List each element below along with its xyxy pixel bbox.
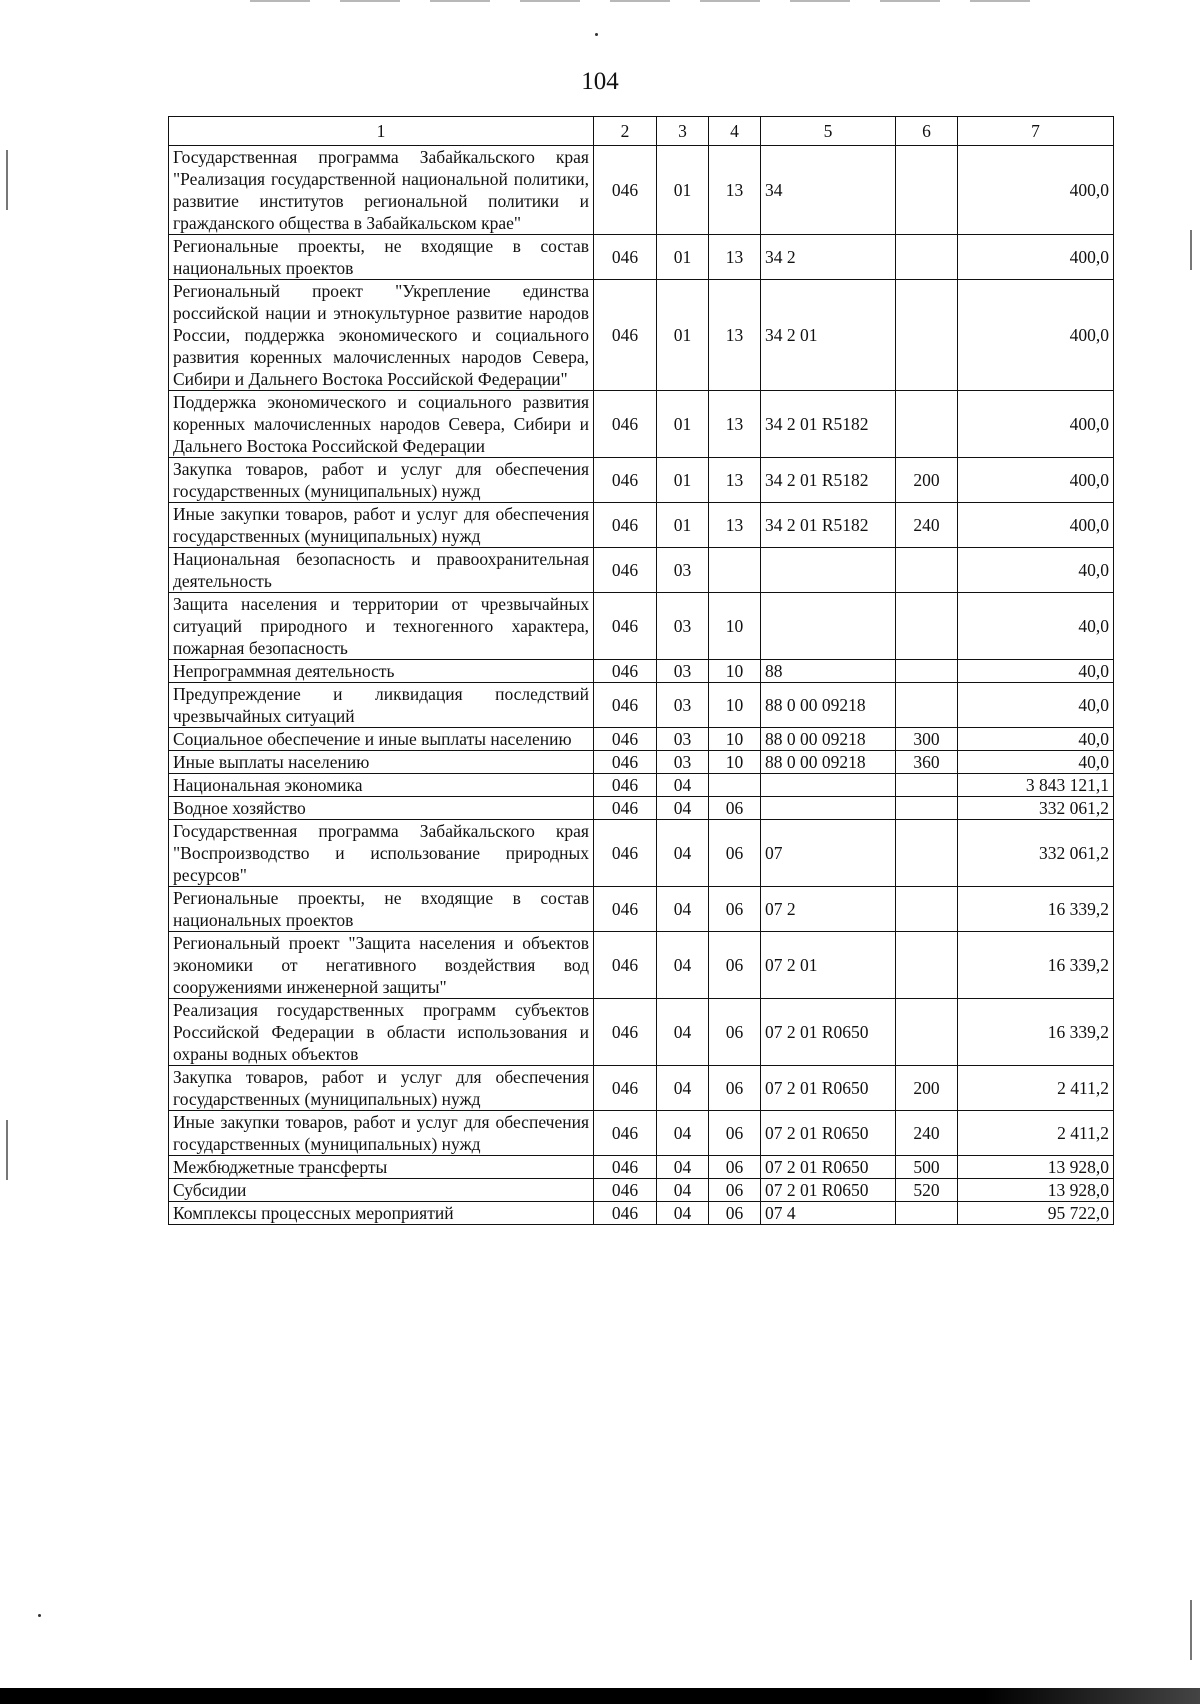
cell-subsection: 13 bbox=[709, 458, 761, 503]
cell-target-article: 34 2 01 R5182 bbox=[761, 503, 896, 548]
table-row bbox=[169, 728, 1114, 751]
table-row bbox=[169, 774, 1114, 797]
scan-speck bbox=[595, 33, 598, 36]
row-name-cell: Поддержка экономического и социального развития коренных малочисленных народов Севера, Сибири и Дальнего Востока Российской Федерации bbox=[169, 391, 594, 458]
cell-amount: 95 722,0 bbox=[958, 1202, 1114, 1225]
column-header: 4 bbox=[709, 117, 761, 146]
cell-subsection: 06 bbox=[709, 1111, 761, 1156]
cell-subsection: 13 bbox=[709, 235, 761, 280]
cell-section: 01 bbox=[657, 458, 709, 503]
cell-expense-type bbox=[896, 280, 958, 391]
cell-amount: 40,0 bbox=[958, 593, 1114, 660]
row-name-cell: Национальная безопасность и правоохранительная деятельность bbox=[169, 548, 594, 593]
row-name-cell: Иные закупки товаров, работ и услуг для обеспечения государственных (муниципальных) нужд bbox=[169, 503, 594, 548]
row-name-cell: Водное хозяйство bbox=[169, 797, 594, 820]
table-row bbox=[169, 1156, 1114, 1179]
cell-section: 01 bbox=[657, 391, 709, 458]
table-row bbox=[169, 751, 1114, 774]
cell-target-article: 88 0 00 09218 bbox=[761, 728, 896, 751]
cell-ministry-code: 046 bbox=[594, 999, 657, 1066]
cell-section: 04 bbox=[657, 999, 709, 1066]
row-name-cell: Иные закупки товаров, работ и услуг для обеспечения государственных (муниципальных) нужд bbox=[169, 1111, 594, 1156]
cell-ministry-code: 046 bbox=[594, 503, 657, 548]
row-name-cell: Закупка товаров, работ и услуг для обеспечения государственных (муниципальных) нужд bbox=[169, 1066, 594, 1111]
cell-section: 03 bbox=[657, 683, 709, 728]
cell-section: 04 bbox=[657, 1111, 709, 1156]
cell-target-article: 07 2 bbox=[761, 887, 896, 932]
row-name-cell: Межбюджетные трансферты bbox=[169, 1156, 594, 1179]
table-row bbox=[169, 820, 1114, 887]
column-header: 7 bbox=[958, 117, 1114, 146]
cell-subsection: 06 bbox=[709, 1156, 761, 1179]
column-header: 2 bbox=[594, 117, 657, 146]
cell-subsection: 10 bbox=[709, 660, 761, 683]
cell-ministry-code: 046 bbox=[594, 548, 657, 593]
row-name-cell: Национальная экономика bbox=[169, 774, 594, 797]
cell-expense-type bbox=[896, 235, 958, 280]
column-header: 3 bbox=[657, 117, 709, 146]
cell-section: 04 bbox=[657, 797, 709, 820]
cell-expense-type bbox=[896, 660, 958, 683]
table-row bbox=[169, 1111, 1114, 1156]
cell-amount: 40,0 bbox=[958, 683, 1114, 728]
column-header: 5 bbox=[761, 117, 896, 146]
cell-ministry-code: 046 bbox=[594, 1066, 657, 1111]
table-row bbox=[169, 932, 1114, 999]
cell-target-article: 88 0 00 09218 bbox=[761, 683, 896, 728]
cell-expense-type: 300 bbox=[896, 728, 958, 751]
cell-target-article: 88 0 00 09218 bbox=[761, 751, 896, 774]
row-name-cell: Региональные проекты, не входящие в состав национальных проектов bbox=[169, 887, 594, 932]
cell-section: 01 bbox=[657, 235, 709, 280]
scan-edge-mark bbox=[1190, 230, 1192, 270]
table-row bbox=[169, 548, 1114, 593]
cell-amount: 400,0 bbox=[958, 280, 1114, 391]
table-row bbox=[169, 235, 1114, 280]
cell-expense-type bbox=[896, 999, 958, 1066]
cell-ministry-code: 046 bbox=[594, 458, 657, 503]
cell-target-article: 34 2 01 R5182 bbox=[761, 458, 896, 503]
cell-target-article: 88 bbox=[761, 660, 896, 683]
cell-section: 03 bbox=[657, 751, 709, 774]
cell-ministry-code: 046 bbox=[594, 660, 657, 683]
cell-target-article: 07 2 01 R0650 bbox=[761, 999, 896, 1066]
table-row bbox=[169, 683, 1114, 728]
cell-amount: 16 339,2 bbox=[958, 887, 1114, 932]
cell-expense-type bbox=[896, 683, 958, 728]
cell-subsection: 06 bbox=[709, 820, 761, 887]
cell-subsection: 13 bbox=[709, 280, 761, 391]
cell-expense-type bbox=[896, 593, 958, 660]
table-row bbox=[169, 1179, 1114, 1202]
table-row bbox=[169, 797, 1114, 820]
cell-amount: 40,0 bbox=[958, 548, 1114, 593]
cell-subsection: 13 bbox=[709, 146, 761, 235]
cell-subsection: 06 bbox=[709, 1202, 761, 1225]
row-name-cell: Защита населения и территории от чрезвычайных ситуаций природного и техногенного характера, пожарная безопасность bbox=[169, 593, 594, 660]
cell-expense-type: 500 bbox=[896, 1156, 958, 1179]
cell-target-article: 07 2 01 R0650 bbox=[761, 1156, 896, 1179]
cell-subsection: 13 bbox=[709, 391, 761, 458]
row-name-cell: Государственная программа Забайкальского края "Реализация государственной национальной политики, развитие институтов региональной политики и гражданского общества в Забайкальском крае" bbox=[169, 146, 594, 235]
cell-amount: 2 411,2 bbox=[958, 1111, 1114, 1156]
cell-amount: 400,0 bbox=[958, 458, 1114, 503]
row-name-cell: Предупреждение и ликвидация последствий чрезвычайных ситуаций bbox=[169, 683, 594, 728]
cell-amount: 40,0 bbox=[958, 751, 1114, 774]
cell-amount: 2 411,2 bbox=[958, 1066, 1114, 1111]
cell-expense-type bbox=[896, 1202, 958, 1225]
cell-target-article bbox=[761, 797, 896, 820]
cell-target-article: 34 2 01 R5182 bbox=[761, 391, 896, 458]
table-row bbox=[169, 1066, 1114, 1111]
cell-subsection bbox=[709, 774, 761, 797]
cell-section: 04 bbox=[657, 1156, 709, 1179]
table-row bbox=[169, 146, 1114, 235]
cell-amount: 16 339,2 bbox=[958, 999, 1114, 1066]
row-name-cell: Региональный проект "Укрепление единства российской нации и этнокультурное развитие народов России, поддержка экономического и социального развития коренных малочисленных народов Севера, Сибири и Дальнего Востока Российской Федерации" bbox=[169, 280, 594, 391]
cell-subsection: 13 bbox=[709, 503, 761, 548]
cell-target-article: 07 4 bbox=[761, 1202, 896, 1225]
table-row bbox=[169, 593, 1114, 660]
cell-ministry-code: 046 bbox=[594, 235, 657, 280]
cell-amount: 40,0 bbox=[958, 728, 1114, 751]
cell-section: 01 bbox=[657, 146, 709, 235]
cell-subsection: 10 bbox=[709, 593, 761, 660]
cell-section: 03 bbox=[657, 728, 709, 751]
cell-expense-type bbox=[896, 797, 958, 820]
row-name-cell: Комплексы процессных мероприятий bbox=[169, 1202, 594, 1225]
scan-top-artifact bbox=[250, 0, 1050, 2]
cell-expense-type: 200 bbox=[896, 1066, 958, 1111]
cell-subsection: 06 bbox=[709, 1066, 761, 1111]
row-name-cell: Иные выплаты населению bbox=[169, 751, 594, 774]
cell-subsection: 10 bbox=[709, 728, 761, 751]
cell-ministry-code: 046 bbox=[594, 146, 657, 235]
cell-amount: 332 061,2 bbox=[958, 820, 1114, 887]
row-name-cell: Государственная программа Забайкальского края "Воспроизводство и использование природных ресурсов" bbox=[169, 820, 594, 887]
row-name-cell: Региональный проект "Защита населения и объектов экономики от негативного воздействия вод сооружениями инженерной защиты" bbox=[169, 932, 594, 999]
cell-ministry-code: 046 bbox=[594, 391, 657, 458]
cell-ministry-code: 046 bbox=[594, 593, 657, 660]
cell-expense-type: 360 bbox=[896, 751, 958, 774]
table-header-row bbox=[169, 117, 1114, 146]
cell-subsection: 06 bbox=[709, 887, 761, 932]
row-name-cell: Реализация государственных программ субъектов Российской Федерации в области использования и охраны водных объектов bbox=[169, 999, 594, 1066]
cell-amount: 332 061,2 bbox=[958, 797, 1114, 820]
cell-section: 03 bbox=[657, 660, 709, 683]
cell-section: 04 bbox=[657, 774, 709, 797]
row-name-cell: Субсидии bbox=[169, 1179, 594, 1202]
cell-amount: 13 928,0 bbox=[958, 1156, 1114, 1179]
cell-section: 04 bbox=[657, 1066, 709, 1111]
scan-speck bbox=[38, 1614, 41, 1617]
cell-ministry-code: 046 bbox=[594, 751, 657, 774]
cell-expense-type bbox=[896, 548, 958, 593]
cell-subsection: 06 bbox=[709, 797, 761, 820]
cell-target-article: 07 2 01 bbox=[761, 932, 896, 999]
row-name-cell: Социальное обеспечение и иные выплаты населению bbox=[169, 728, 594, 751]
table-row bbox=[169, 999, 1114, 1066]
cell-expense-type bbox=[896, 932, 958, 999]
scan-edge-mark bbox=[6, 150, 8, 210]
cell-subsection: 06 bbox=[709, 1179, 761, 1202]
table-row bbox=[169, 391, 1114, 458]
cell-ministry-code: 046 bbox=[594, 728, 657, 751]
column-header: 1 bbox=[169, 117, 594, 146]
cell-section: 04 bbox=[657, 1179, 709, 1202]
cell-amount: 16 339,2 bbox=[958, 932, 1114, 999]
scan-bottom-edge bbox=[0, 1688, 1200, 1704]
cell-subsection: 10 bbox=[709, 751, 761, 774]
cell-target-article: 07 2 01 R0650 bbox=[761, 1179, 896, 1202]
cell-subsection bbox=[709, 548, 761, 593]
cell-ministry-code: 046 bbox=[594, 774, 657, 797]
table-row bbox=[169, 660, 1114, 683]
cell-amount: 400,0 bbox=[958, 235, 1114, 280]
page-number: 104 bbox=[581, 68, 619, 95]
cell-ministry-code: 046 bbox=[594, 820, 657, 887]
table-row bbox=[169, 458, 1114, 503]
cell-subsection: 10 bbox=[709, 683, 761, 728]
cell-target-article bbox=[761, 548, 896, 593]
cell-ministry-code: 046 bbox=[594, 797, 657, 820]
cell-ministry-code: 046 bbox=[594, 1156, 657, 1179]
cell-expense-type bbox=[896, 887, 958, 932]
table-row bbox=[169, 503, 1114, 548]
cell-subsection: 06 bbox=[709, 999, 761, 1066]
cell-section: 03 bbox=[657, 593, 709, 660]
cell-ministry-code: 046 bbox=[594, 683, 657, 728]
cell-expense-type: 240 bbox=[896, 503, 958, 548]
row-name-cell: Непрограммная деятельность bbox=[169, 660, 594, 683]
cell-target-article: 34 bbox=[761, 146, 896, 235]
cell-section: 04 bbox=[657, 887, 709, 932]
cell-amount: 13 928,0 bbox=[958, 1179, 1114, 1202]
cell-target-article: 34 2 01 bbox=[761, 280, 896, 391]
cell-expense-type bbox=[896, 146, 958, 235]
table-row bbox=[169, 887, 1114, 932]
cell-amount: 400,0 bbox=[958, 146, 1114, 235]
cell-section: 04 bbox=[657, 932, 709, 999]
cell-expense-type bbox=[896, 391, 958, 458]
scan-edge-mark bbox=[6, 1120, 8, 1180]
cell-section: 04 bbox=[657, 820, 709, 887]
cell-target-article bbox=[761, 593, 896, 660]
cell-target-article: 07 2 01 R0650 bbox=[761, 1111, 896, 1156]
cell-expense-type bbox=[896, 774, 958, 797]
row-name-cell: Закупка товаров, работ и услуг для обеспечения государственных (муниципальных) нужд bbox=[169, 458, 594, 503]
cell-ministry-code: 046 bbox=[594, 932, 657, 999]
cell-expense-type: 240 bbox=[896, 1111, 958, 1156]
cell-target-article bbox=[761, 774, 896, 797]
cell-subsection: 06 bbox=[709, 932, 761, 999]
cell-amount: 40,0 bbox=[958, 660, 1114, 683]
cell-ministry-code: 046 bbox=[594, 1202, 657, 1225]
cell-section: 01 bbox=[657, 280, 709, 391]
cell-ministry-code: 046 bbox=[594, 280, 657, 391]
column-header: 6 bbox=[896, 117, 958, 146]
cell-section: 04 bbox=[657, 1202, 709, 1225]
table-row bbox=[169, 280, 1114, 391]
cell-amount: 400,0 bbox=[958, 503, 1114, 548]
cell-amount: 3 843 121,1 bbox=[958, 774, 1114, 797]
cell-section: 01 bbox=[657, 503, 709, 548]
cell-target-article: 07 2 01 R0650 bbox=[761, 1066, 896, 1111]
cell-expense-type bbox=[896, 820, 958, 887]
cell-expense-type: 200 bbox=[896, 458, 958, 503]
cell-expense-type: 520 bbox=[896, 1179, 958, 1202]
cell-amount: 400,0 bbox=[958, 391, 1114, 458]
cell-ministry-code: 046 bbox=[594, 887, 657, 932]
scan-edge-mark bbox=[1190, 1600, 1192, 1660]
cell-target-article: 34 2 bbox=[761, 235, 896, 280]
row-name-cell: Региональные проекты, не входящие в состав национальных проектов bbox=[169, 235, 594, 280]
cell-target-article: 07 bbox=[761, 820, 896, 887]
budget-table bbox=[168, 116, 1114, 1225]
cell-ministry-code: 046 bbox=[594, 1111, 657, 1156]
cell-ministry-code: 046 bbox=[594, 1179, 657, 1202]
table-row bbox=[169, 1202, 1114, 1225]
cell-section: 03 bbox=[657, 548, 709, 593]
